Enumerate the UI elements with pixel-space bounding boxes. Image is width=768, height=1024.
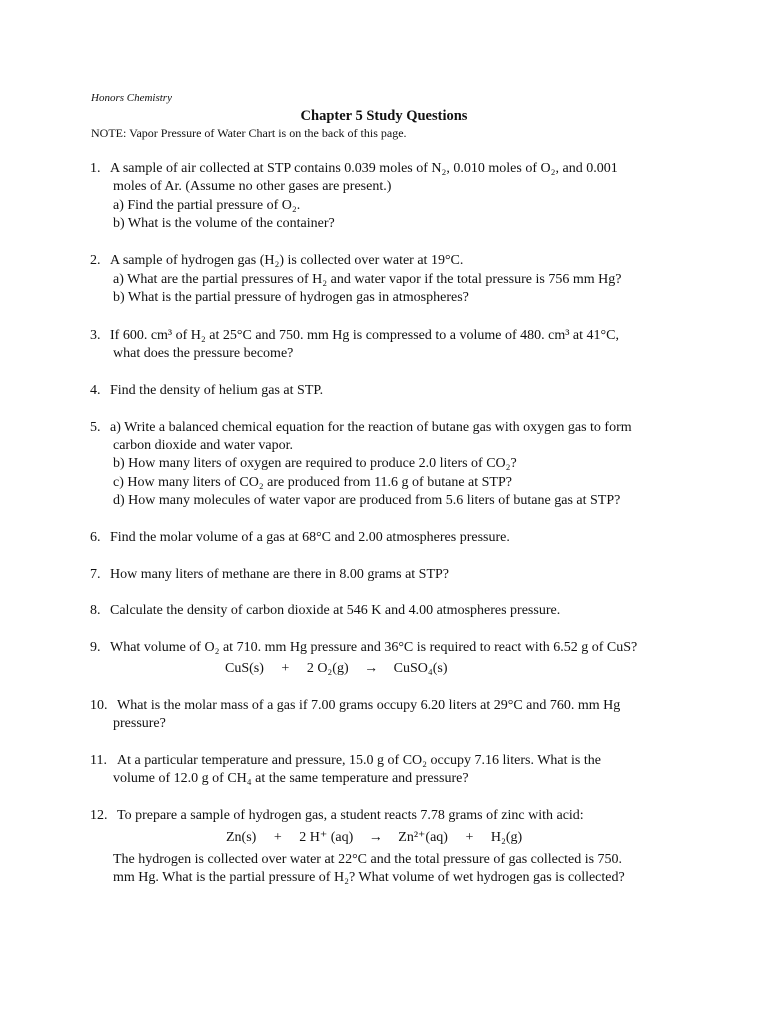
- question-number: 1.: [90, 161, 101, 176]
- equation-term: CuS(s): [225, 661, 264, 676]
- equation-term: Zn²⁺(aq): [398, 830, 448, 845]
- question-line: What is the molar mass of a gas if 7.00 grams occupy 6.20 liters at 29°C and 760. mm Hg: [117, 698, 621, 713]
- question-line: Find the molar volume of a gas at 68°C and 2.00 atmospheres pressure.: [110, 530, 510, 545]
- question-line: pressure?: [113, 716, 166, 731]
- question-line: volume of 12.0 g of CH₄ at the same temperature and pressure?: [113, 771, 469, 786]
- reaction-arrow: →: [364, 661, 379, 676]
- question-number: 9.: [90, 640, 101, 655]
- question-number: 3.: [90, 328, 101, 343]
- page-title: Chapter 5 Study Questions: [300, 108, 468, 124]
- equation-term: Zn(s): [226, 830, 257, 845]
- question-part: d) How many molecules of water vapor are produced from 5.6 liters of butane gas at STP?: [113, 493, 621, 508]
- question-line: How many liters of methane are there in 8.00 grams at STP?: [110, 567, 450, 582]
- course-name: Honors Chemistry: [91, 92, 172, 104]
- question-line: If 600. cm³ of H₂ at 25°C and 750. mm Hg is compressed to a volume of 480. cm³ at 41°C,: [110, 328, 619, 343]
- equation-plus: +: [465, 830, 474, 845]
- question-part: a) Write a balanced chemical equation for the reaction of butane gas with oxygen gas to form: [110, 420, 632, 435]
- question-line: A sample of hydrogen gas (H₂) is collected over water at 19°C.: [110, 253, 464, 268]
- question-number: 8.: [90, 603, 101, 618]
- question-number: 4.: [90, 383, 101, 398]
- question-line: To prepare a sample of hydrogen gas, a student reacts 7.78 grams of zinc with acid:: [117, 808, 584, 823]
- equation-term: 2 O₂(g): [306, 661, 349, 676]
- question-part: a) What are the partial pressures of H₂ and water vapor if the total pressure is 756 mm Hg?: [113, 272, 622, 287]
- chemical-equation: [225, 660, 448, 678]
- question-part: a) Find the partial pressure of O₂.: [113, 198, 301, 213]
- question-line: What volume of O₂ at 710. mm Hg pressure and 36°C is required to react with 6.52 g of CuS?: [110, 640, 638, 655]
- question-line: Find the density of helium gas at STP.: [110, 383, 324, 398]
- question-number: 10.: [90, 698, 108, 713]
- equation-plus: +: [281, 661, 290, 676]
- question-line: The hydrogen is collected over water at 22°C and the total pressure of gas collected is 750.: [113, 852, 623, 867]
- question-line: At a particular temperature and pressure, 15.0 g of CO₂ occupy 7.16 liters. What is the: [117, 753, 601, 768]
- equation-term: CuSO₄(s): [393, 661, 448, 676]
- question-number: 2.: [90, 253, 101, 268]
- question-line: mm Hg. What is the partial pressure of H₂? What volume of wet hydrogen gas is collected?: [113, 870, 625, 885]
- question-line: Calculate the density of carbon dioxide at 546 K and 4.00 atmospheres pressure.: [110, 603, 561, 618]
- equation-plus: +: [273, 830, 282, 845]
- question-number: 7.: [90, 567, 101, 582]
- question-line: what does the pressure become?: [113, 346, 294, 361]
- question-number: 12.: [90, 808, 108, 823]
- equation-term: 2 H⁺ (aq): [299, 830, 354, 845]
- question-line: A sample of air collected at STP contains 0.039 moles of N₂, 0.010 moles of O₂, and 0.001: [110, 161, 618, 176]
- question-number: 5.: [90, 420, 101, 435]
- question-part: b) How many liters of oxygen are required to produce 2.0 liters of CO₂?: [113, 456, 517, 471]
- question-line: carbon dioxide and water vapor.: [113, 438, 293, 453]
- question-line: moles of Ar. (Assume no other gases are present.): [113, 179, 392, 194]
- reaction-arrow: →: [368, 830, 383, 845]
- note-text: NOTE: Vapor Pressure of Water Chart is on the back of this page.: [91, 126, 407, 140]
- question-number: 11.: [90, 753, 107, 768]
- equation-term: H₂(g): [490, 830, 523, 845]
- question-number: 6.: [90, 530, 101, 545]
- chemical-equation: [226, 829, 522, 847]
- question-part: b) What is the partial pressure of hydrogen gas in atmospheres?: [113, 290, 469, 305]
- question-part: c) How many liters of CO₂ are produced from 11.6 g of butane at STP?: [113, 475, 512, 490]
- question-part: b) What is the volume of the container?: [113, 216, 335, 231]
